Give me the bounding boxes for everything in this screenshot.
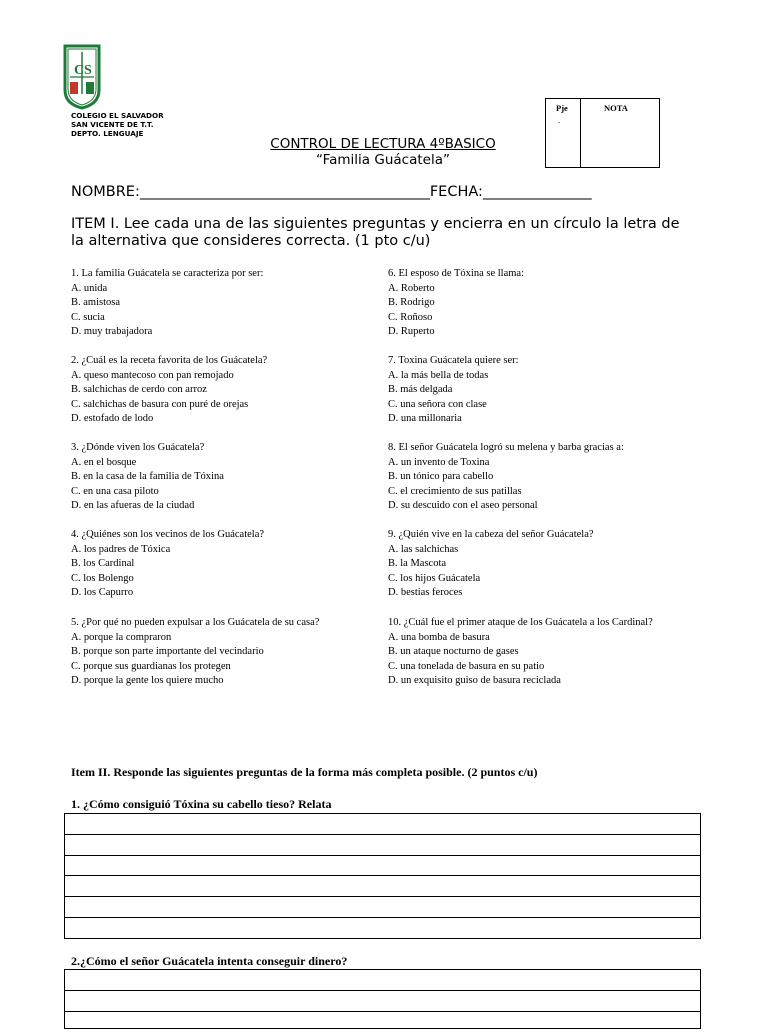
answer-line[interactable]	[65, 1012, 700, 1032]
option-b[interactable]: B. Rodrigo	[388, 297, 435, 309]
option-c[interactable]: C. los hijos Guácatela	[388, 572, 481, 584]
option-d[interactable]: D. una millonaria	[388, 413, 462, 425]
option-d[interactable]: D. los Capurro	[71, 587, 134, 599]
question-3	[71, 441, 371, 514]
open-question-1: 1. ¿Cómo consiguió Tóxina su cabello tieso? Relata	[71, 797, 332, 811]
score-label: Pje	[556, 103, 568, 113]
school-name-block	[71, 111, 164, 138]
question-8	[388, 441, 688, 514]
question-4	[71, 528, 371, 601]
question-text: 9. ¿Quién vive en la cabeza del señor Guácatela?	[388, 529, 594, 540]
option-a[interactable]: A. queso mantecoso con pan remojado	[71, 369, 234, 381]
answer-line[interactable]	[65, 991, 700, 1012]
option-b[interactable]: B. salchichas de cerdo con arroz	[71, 384, 207, 396]
option-a[interactable]: A. porque la compraron	[71, 631, 172, 643]
option-d[interactable]: D. bestias feroces	[388, 587, 463, 599]
option-a[interactable]: A. un invento de Toxina	[388, 456, 490, 468]
score-dot: .	[558, 115, 561, 125]
option-c[interactable]: C. los Bolengo	[71, 572, 134, 584]
option-d[interactable]: D. muy trabajadora	[71, 326, 153, 338]
option-d[interactable]: D. estofado de lodo	[71, 413, 154, 425]
option-d[interactable]: D. porque la gente los quiere mucho	[71, 675, 224, 687]
school-crest-logo	[63, 44, 101, 110]
option-c[interactable]: C. porque sus guardianas los protegen	[71, 660, 231, 672]
question-5	[71, 616, 371, 689]
question-2	[71, 354, 371, 427]
name-date-line[interactable]: NOMBRE:________________________________________FECHA:_______________	[71, 184, 592, 200]
option-c[interactable]: C. una tonelada de basura en su patio	[388, 660, 545, 672]
question-7	[388, 354, 688, 427]
option-c[interactable]: C. salchichas de basura con puré de orejas	[71, 398, 249, 410]
option-b[interactable]: B. los Cardinal	[71, 558, 135, 570]
option-c[interactable]: C. el crecimiento de sus patillas	[388, 485, 522, 497]
item1-instructions: ITEM I. Lee cada una de las siguientes preguntas y encierra en un círculo la letra de la alternativa que consideres correcta. (1 pto c/u)	[71, 216, 680, 249]
question-text: 6. El esposo de Tóxina se llama:	[388, 268, 524, 279]
question-text: 1. La familia Guácatela se caracteriza por ser:	[71, 268, 264, 279]
question-text: 2. ¿Cuál es la receta favorita de los Guácatela?	[71, 355, 268, 366]
question-10	[388, 616, 668, 689]
svg-text:S: S	[84, 63, 92, 78]
answer-box-1[interactable]	[64, 813, 701, 939]
question-text: 7. Toxina Guácatela quiere ser:	[388, 355, 519, 366]
option-d[interactable]: D. un exquisito guiso de basura reciclada	[388, 675, 561, 687]
question-text: 3. ¿Dónde viven los Guácatela?	[71, 442, 205, 453]
question-6	[388, 267, 688, 340]
answer-line[interactable]	[65, 814, 700, 835]
question-9	[388, 528, 688, 601]
option-d[interactable]: D. Ruperto	[388, 326, 435, 338]
option-b[interactable]: B. un tónico para cabello	[388, 471, 494, 483]
open-question-2: 2.¿Cómo el señor Guácatela intenta conseguir dinero?	[71, 954, 348, 968]
option-a[interactable]: A. en el bosque	[71, 456, 137, 468]
question-text: 10. ¿Cuál fue el primer ataque de los Guácatela a los Cardinal?	[388, 617, 653, 628]
item2-instructions: Item II. Responde las siguientes preguntas de la forma más completa posible. (2 puntos c/u)	[71, 765, 538, 779]
option-d[interactable]: D. su descuido con el aseo personal	[388, 500, 538, 512]
answer-line[interactable]	[65, 970, 700, 991]
option-b[interactable]: B. más delgada	[388, 384, 453, 396]
option-b[interactable]: B. porque son parte importante del vecindario	[71, 646, 264, 658]
grade-label: NOTA	[604, 103, 628, 113]
option-b[interactable]: B. la Mascota	[388, 558, 447, 570]
document-subtitle: “Familia Guácatela”	[316, 152, 450, 168]
question-text: 4. ¿Quiénes son los vecinos de los Guácatela?	[71, 529, 265, 540]
answer-line[interactable]	[65, 918, 700, 939]
answer-line[interactable]	[65, 897, 700, 918]
svg-text:C: C	[74, 63, 85, 78]
option-b[interactable]: B. amistosa	[71, 297, 120, 309]
option-c[interactable]: C. sucia	[71, 311, 105, 323]
option-c[interactable]: C. en una casa piloto	[71, 485, 159, 497]
option-a[interactable]: A. los padres de Tóxica	[71, 543, 171, 555]
answer-line[interactable]	[65, 876, 700, 897]
option-c[interactable]: C. una señora con clase	[388, 398, 487, 410]
option-a[interactable]: A. unida	[71, 282, 108, 294]
option-a[interactable]: A. las salchichas	[388, 543, 459, 555]
answer-box-2[interactable]	[64, 969, 701, 1029]
option-d[interactable]: D. en las afueras de la ciudad	[71, 500, 195, 512]
school-name: COLEGIO EL SALVADOR	[71, 111, 164, 120]
document-title-block	[238, 136, 528, 168]
option-b[interactable]: B. en la casa de la familia de Tóxina	[71, 471, 224, 483]
question-1	[71, 267, 371, 340]
question-text: 5. ¿Por qué no pueden expulsar a los Guácatela de su casa?	[71, 617, 320, 628]
option-a[interactable]: A. una bomba de basura	[388, 631, 490, 643]
option-c[interactable]: C. Roñoso	[388, 311, 433, 323]
question-text: 8. El señor Guácatela logró su melena y barba gracias a:	[388, 442, 624, 453]
answer-line[interactable]	[65, 835, 700, 856]
document-title: CONTROL DE LECTURA 4ºBASICO	[270, 136, 496, 152]
grade-table	[545, 98, 660, 168]
answer-line[interactable]	[65, 856, 700, 877]
option-a[interactable]: A. Roberto	[388, 282, 435, 294]
school-location: SAN VICENTE DE T.T.	[71, 120, 154, 129]
grade-table-divider	[580, 99, 581, 167]
school-department: DEPTO. LENGUAJE	[71, 129, 144, 138]
option-b[interactable]: B. un ataque nocturno de gases	[388, 646, 519, 658]
option-a[interactable]: A. la más bella de todas	[388, 369, 489, 381]
